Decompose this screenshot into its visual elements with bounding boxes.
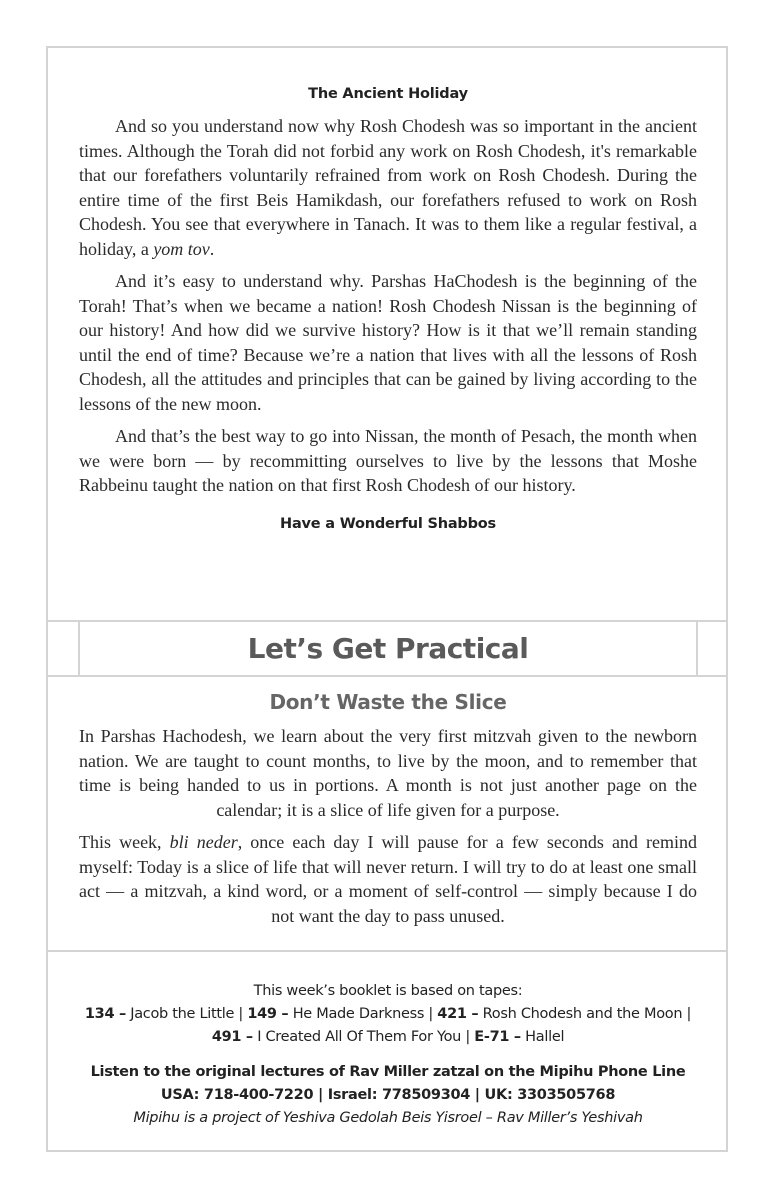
practical-banner-title: Let’s Get Practical (247, 631, 529, 665)
yom-tov-term: yom tov (153, 238, 210, 259)
article-paragraph-1-text: And so you understand now why Rosh Chodesh was so important in the ancient times. Although the Torah did not forbid any work on Rosh Chodesh, it's remarkable that our forefathers voluntarily refrained from work on Rosh Chodesh. During the entire time of the first Beis Hamikdash, our forefathers refused to work on Rosh Chodesh. You see that everywhere in Tanach. It was to them like a regular festival, a holiday, a (79, 116, 697, 259)
article-paragraph-1 (79, 114, 697, 261)
footer-divider (46, 950, 728, 952)
article-paragraph-1-end: . (209, 238, 215, 259)
banner-bottom-divider (46, 675, 728, 677)
practical-paragraph-2 (79, 830, 697, 928)
bli-neder-term: bli neder (169, 832, 238, 852)
practical-subtitle: Don’t Waste the Slice (269, 690, 507, 714)
article-heading: The Ancient Holiday (308, 86, 468, 102)
footer (79, 980, 697, 1130)
article-paragraph-3: And that’s the best way to go into Nissan, the month of Pesach, the month when we were born — by recommitting ourselves to live by the lessons that Moshe Rabbeinu taught the nation on that first Rosh Chodesh of our history. (79, 426, 697, 495)
practical-section (79, 690, 697, 936)
listen-line: Listen to the original lectures of Rav Miller zatzal on the Mipihu Phone Line (90, 1064, 686, 1080)
article-section (79, 86, 697, 532)
tape-title: Jacob the Little | (125, 1006, 248, 1022)
project-credit: Mipihu is a project of Yeshiva Gedolah Beis Yisroel – Rav Miller’s Yeshivah (133, 1110, 643, 1126)
practical-paragraph-1: In Parshas Hachodesh, we learn about the very first mitzvah given to the newborn nation. We are taught to count months, to live by the moon, and to remember that time is being handed to us in portions. A month is not just another page on the calendar; it is a slice of life given for a purpose. (79, 726, 697, 820)
tapes-list (79, 1003, 697, 1049)
practical-paragraph-2-start: This week, (79, 832, 170, 852)
tape-title: He Made Darkness | (288, 1006, 438, 1022)
tape-title: Rosh Chodesh and the Moon | (478, 1006, 692, 1022)
tape-title: I Created All Of Them For You | (252, 1029, 475, 1045)
tape-number: E-71 – (474, 1029, 521, 1045)
tape-number: 421 – (437, 1006, 479, 1022)
phone-numbers: USA: 718-400-7220 | Israel: 778509304 | UK: 3303505768 (160, 1087, 616, 1103)
closing-greeting: Have a Wonderful Shabbos (280, 515, 496, 532)
tape-number: 134 – (84, 1006, 126, 1022)
article-paragraph-2: And it’s easy to understand why. Parshas HaChodesh is the beginning of the Torah! That’s when we became a nation! Rosh Chodesh Nissan is the beginning of our history! And how did we survive history? How is it that we’ll remain standing until the end of time? Because we’re a nation that lives with all the lessons of Rosh Chodesh, all the attitudes and principles that can be gained by living according to the lessons of the new moon. (79, 271, 697, 414)
tape-number: 149 – (247, 1006, 289, 1022)
practical-paragraph-2-rest: , once each day I will pause for a few seconds and remind myself: Today is a slice of life that will never return. I will try to do at least one small act — a mitzvah, a kind word, or a moment of self-control — simply because I do not want the day to pass unused. (79, 832, 697, 926)
tape-number: 491 – (211, 1029, 253, 1045)
tape-title: Hallel (520, 1029, 565, 1045)
practical-banner (78, 620, 698, 676)
tapes-intro: This week’s booklet is based on tapes: (253, 983, 523, 999)
